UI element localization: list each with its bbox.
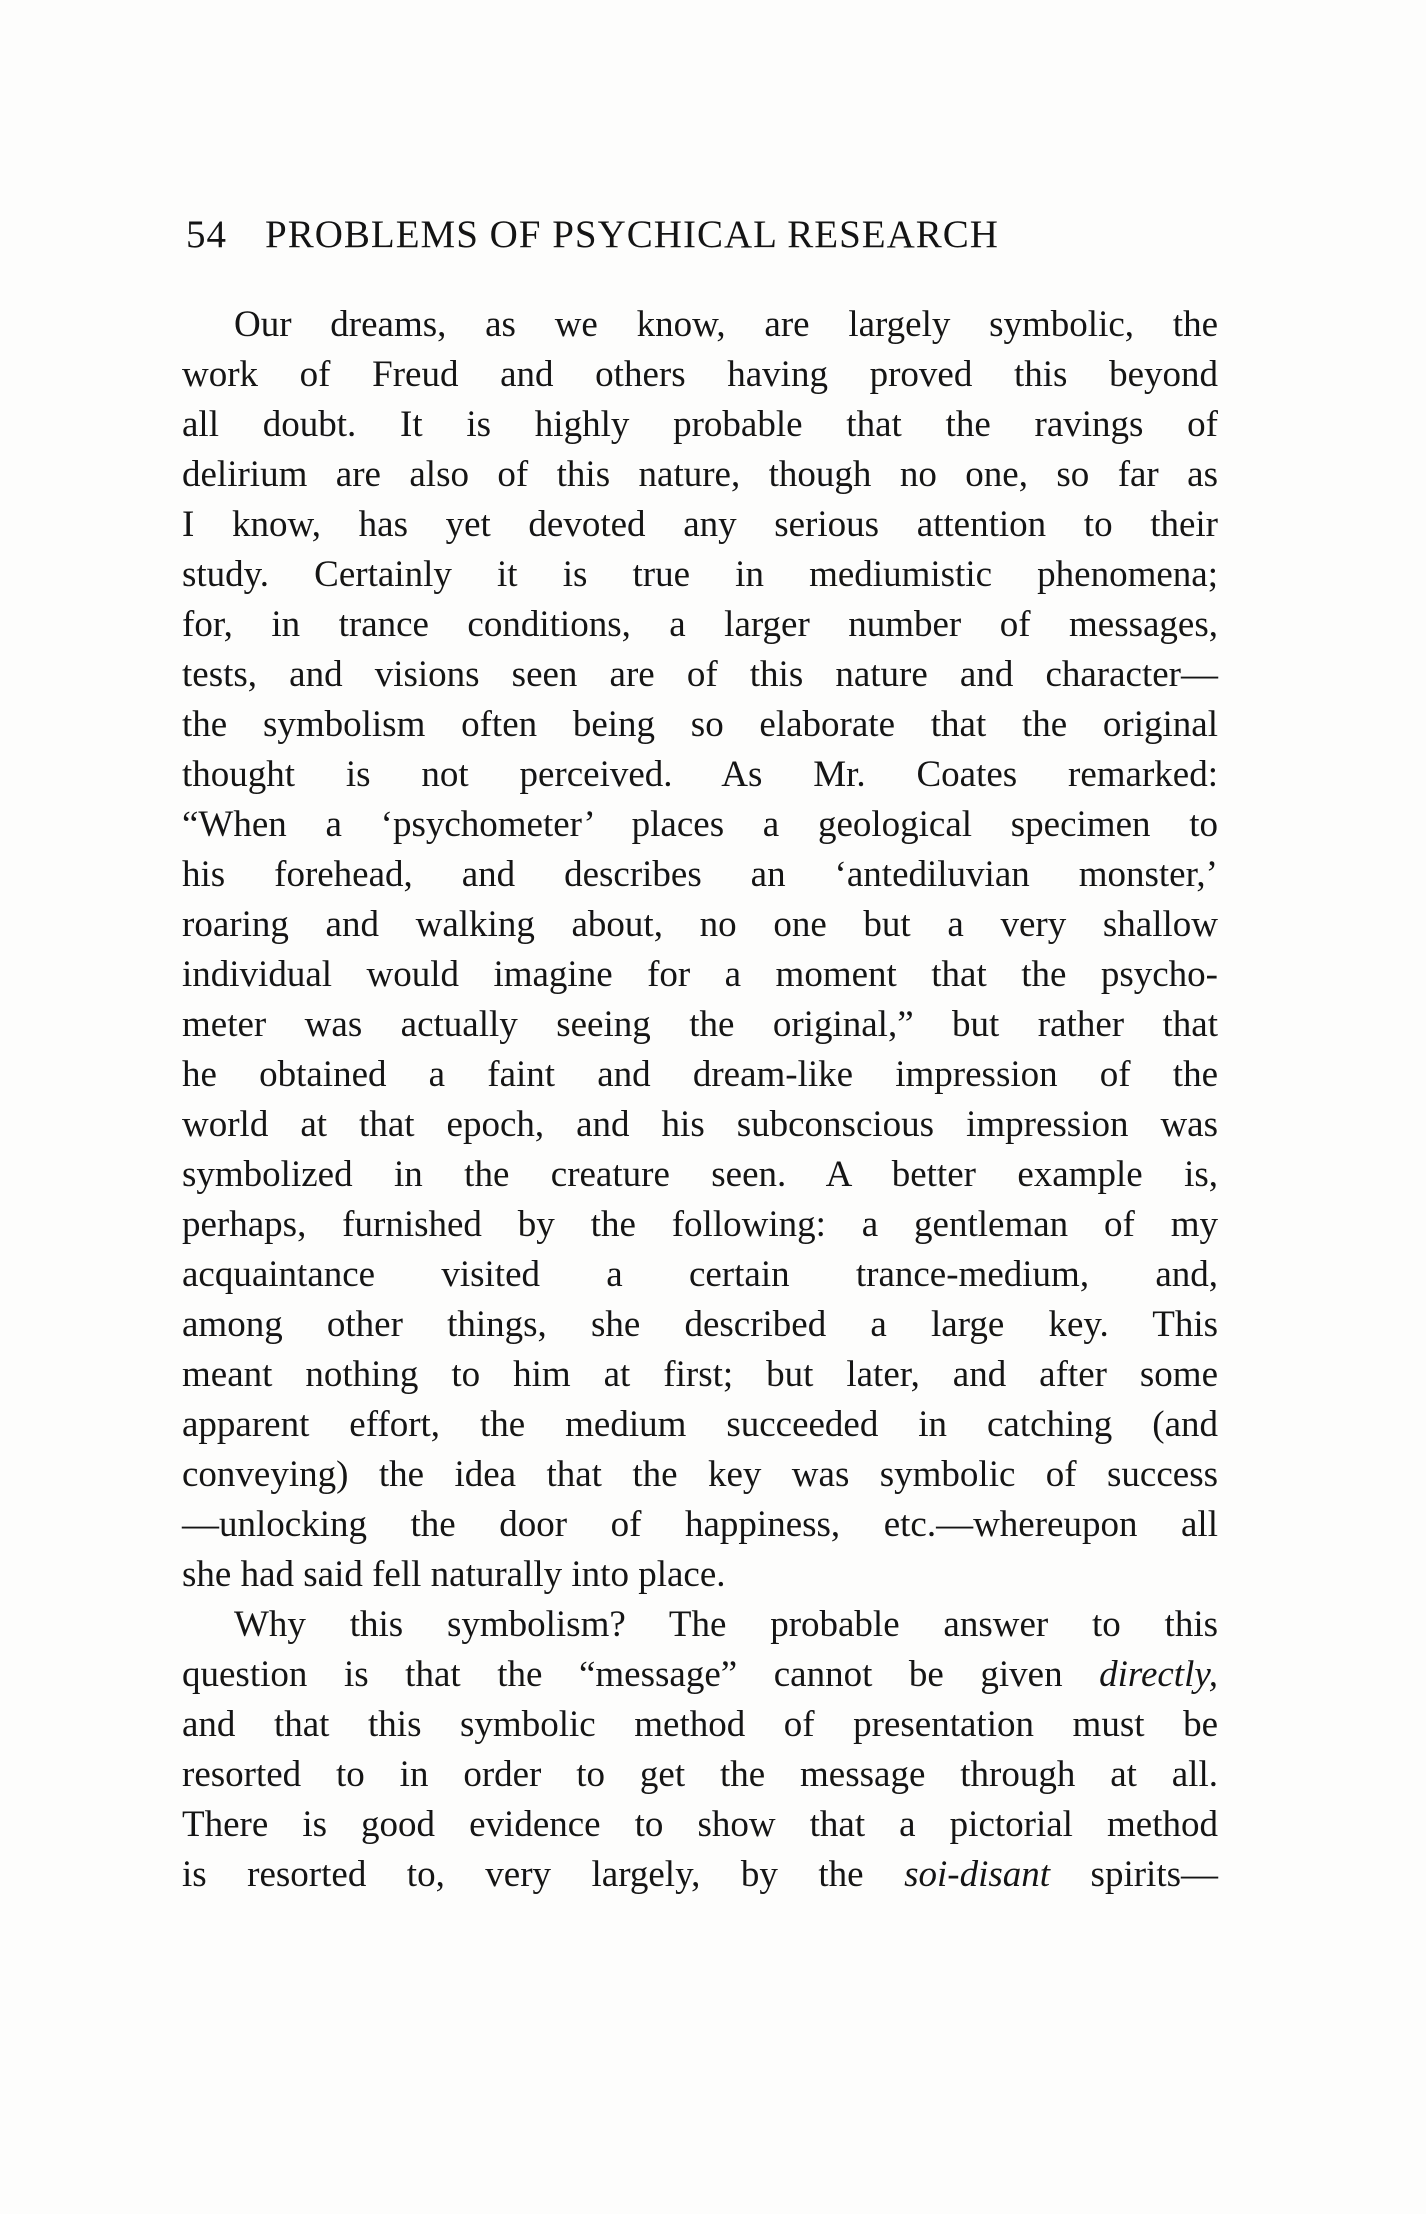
text-fragment: is resorted to, very largely, by the [182, 1854, 864, 1895]
paragraph-1 [182, 300, 1218, 1600]
text-line: I know, has yet devoted any serious attention to their [182, 504, 1218, 545]
running-head [186, 212, 1226, 257]
text-line: There is good evidence to show that a pictorial method [182, 1804, 1218, 1845]
text-line: “When a ‘psychometer’ places a geological specimen to [182, 804, 1218, 845]
text-line: work of Freud and others having proved this beyond [182, 354, 1218, 395]
text-line: study. Certainly it is true in mediumistic phenomena; [182, 554, 1218, 595]
text-line: and that this symbolic method of presentation must be [182, 1704, 1218, 1745]
text-line: the symbolism often being so elaborate that the original [182, 704, 1218, 745]
text-line: his forehead, and describes an ‘antediluvian monster,’ [182, 854, 1218, 895]
text-line: among other things, she described a large key. This [182, 1304, 1218, 1345]
paragraph-2 [182, 1600, 1218, 1900]
italic-word: soi-disant [904, 1854, 1051, 1895]
text-fragment: spirits— [1090, 1854, 1219, 1895]
text-line: world at that epoch, and his subconscious impression was [182, 1104, 1218, 1145]
text-line: for, in trance conditions, a larger number of messages, [182, 604, 1218, 645]
text-line: all doubt. It is highly probable that the ravings of [182, 404, 1218, 445]
text-line: meter was actually seeing the original,” but rather that [182, 1004, 1218, 1045]
text-line: apparent effort, the medium succeeded in catching (and [182, 1404, 1218, 1445]
text-line: she had said fell naturally into place. [182, 1554, 726, 1595]
italic-word: directly, [1099, 1654, 1218, 1695]
running-title: PROBLEMS OF PSYCHICAL RESEARCH [265, 213, 999, 256]
text-line: delirium are also of this nature, though no one, so far as [182, 454, 1218, 495]
text-line: acquaintance visited a certain trance-medium, and, [182, 1254, 1218, 1295]
text-line [182, 1650, 1218, 1700]
text-fragment: question is that the “message” cannot be given [182, 1654, 1063, 1695]
text-line [182, 1850, 1218, 1900]
text-line: —unlocking the door of happiness, etc.—whereupon all [182, 1504, 1218, 1545]
text-line: meant nothing to him at first; but later, and after some [182, 1354, 1218, 1395]
text-line: resorted to in order to get the message through at all. [182, 1754, 1218, 1795]
text-line: tests, and visions seen are of this nature and character— [182, 654, 1218, 695]
text-line: symbolized in the creature seen. A better example is, [182, 1154, 1218, 1195]
text-line: perhaps, furnished by the following: a gentleman of my [182, 1204, 1218, 1245]
text-line: individual would imagine for a moment that the psycho- [182, 954, 1218, 995]
text-line: roaring and walking about, no one but a very shallow [182, 904, 1218, 945]
text-line: Our dreams, as we know, are largely symbolic, the [234, 304, 1218, 345]
text-line: thought is not perceived. As Mr. Coates remarked: [182, 754, 1218, 795]
text-line: he obtained a faint and dream-like impression of the [182, 1054, 1218, 1095]
page-number: 54 [186, 213, 227, 256]
body-text [182, 300, 1218, 1900]
text-line: Why this symbolism? The probable answer to this [234, 1604, 1218, 1645]
text-line: conveying) the idea that the key was symbolic of success [182, 1454, 1218, 1495]
